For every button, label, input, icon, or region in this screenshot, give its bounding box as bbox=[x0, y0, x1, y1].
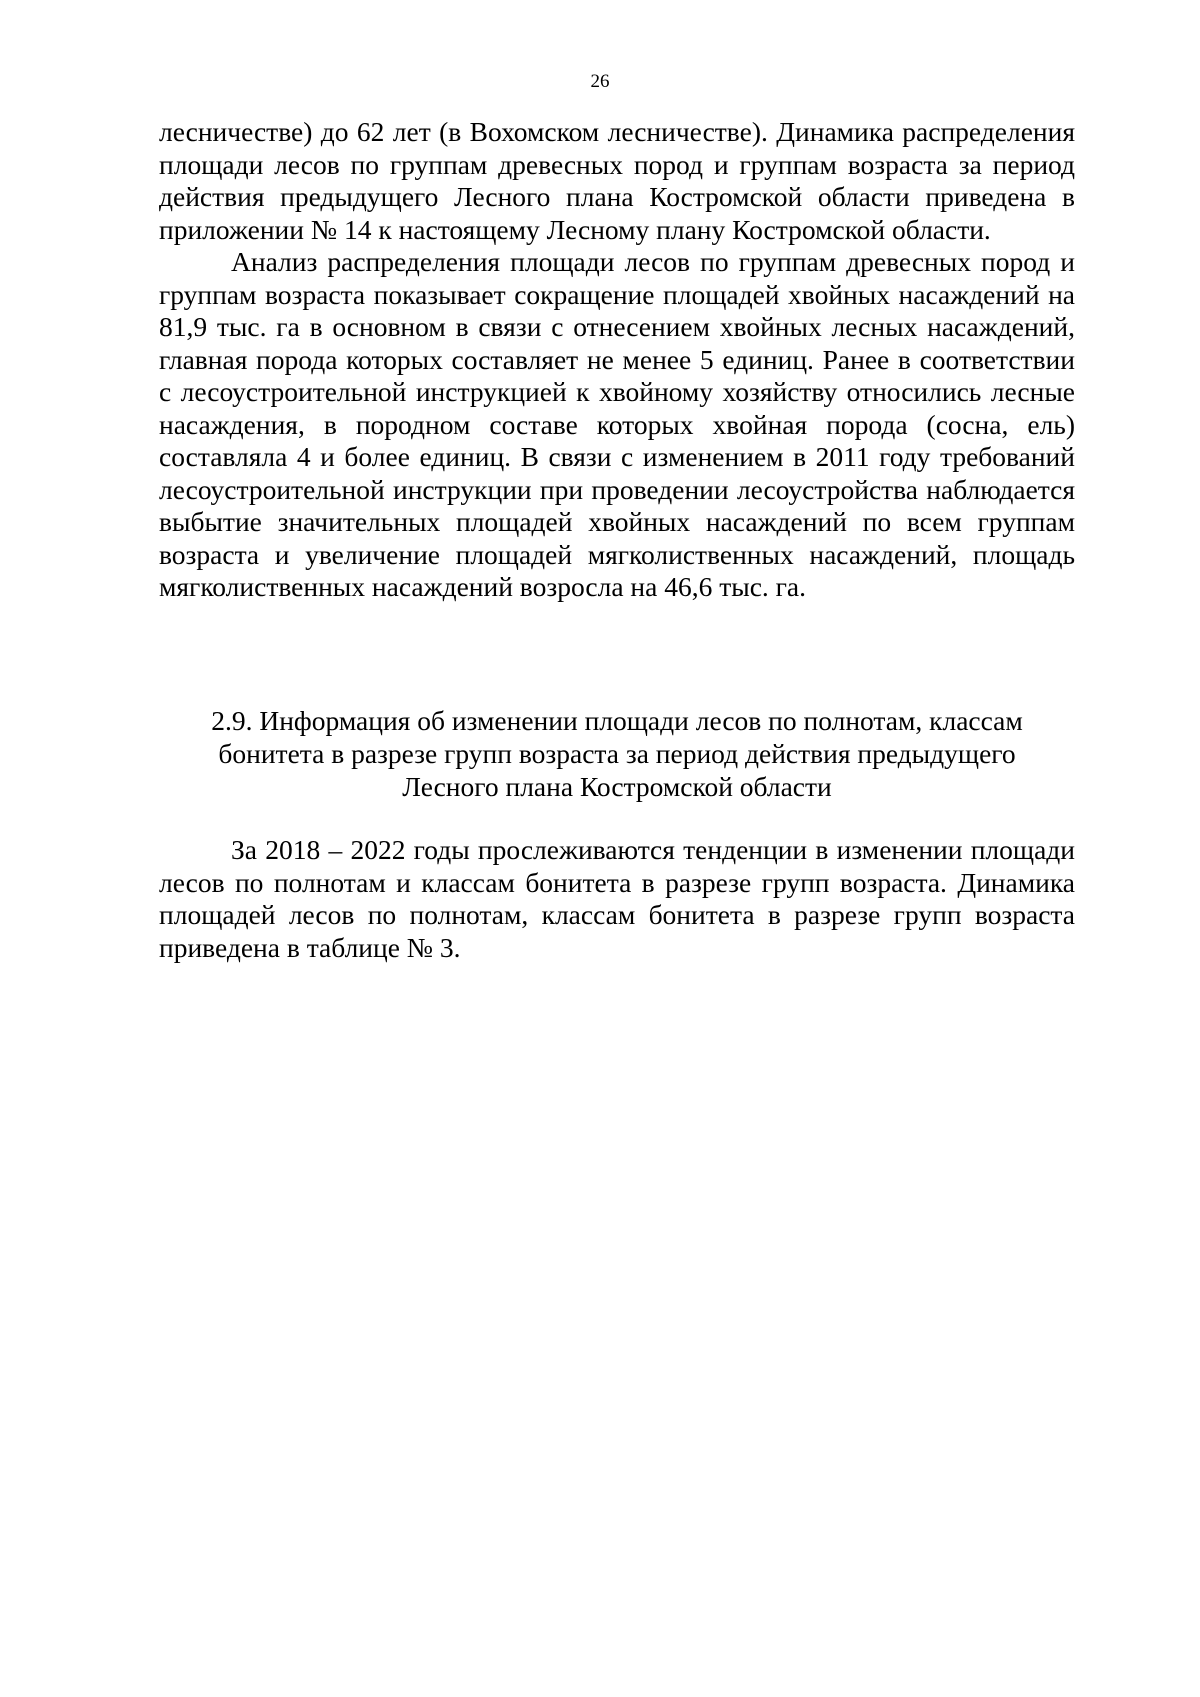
body-text-section bbox=[159, 834, 1075, 964]
section-heading bbox=[159, 704, 1075, 803]
body-text-top bbox=[159, 116, 1075, 604]
paragraph-section-2-9: За 2018 – 2022 годы прослеживаются тенденции в изменении площади лесов по полнотам и классам бонитета в разрезе групп возраста. Динамика площадей лесов по полнотам, классам бонитета в разрезе групп возраста приведена в таблице № 3. bbox=[159, 834, 1075, 963]
paragraph-continuation: лесничестве) до 62 лет (в Вохомском лесничестве). Динамика распределения площади лесов по группам древесных пород и группам возраста за период действия предыдущего Лесного плана Костромской области приведена в приложении № 14 к настоящему Лесному плану Костромской области. bbox=[159, 116, 1075, 245]
page-number: 26 bbox=[590, 71, 610, 92]
section-heading-line-1: 2.9. Информация об изменении площади лесов по полнотам, классам bbox=[211, 705, 1023, 736]
section-heading-line-2: бонитета в разрезе групп возраста за период действия предыдущего bbox=[218, 738, 1016, 769]
section-heading-line-3: Лесного плана Костромской области bbox=[402, 771, 832, 802]
paragraph-analysis: Анализ распределения площади лесов по группам древесных пород и группам возраста показывает сокращение площадей хвойных насаждений на 81,9 тыс. га в основном в связи с отнесением хвойных лесных насаждений, главная порода которых составляет не менее 5 единиц. Ранее в соответствии с лесоустроительной инструкцией к хвойному хозяйству относились лесные насаждения, в породном составе которых хвойная порода (сосна, ель) составляла 4 и более единиц. В связи с изменением в 2011 году требований лесоустроительной инструкции при проведении лесоустройства наблюдается выбытие значительных площадей хвойных насаждений по всем группам возраста и увеличение площадей мягколиственных насаждений, площадь мягколиственных насаждений возросла на 46,6 тыс. га. bbox=[159, 246, 1075, 602]
